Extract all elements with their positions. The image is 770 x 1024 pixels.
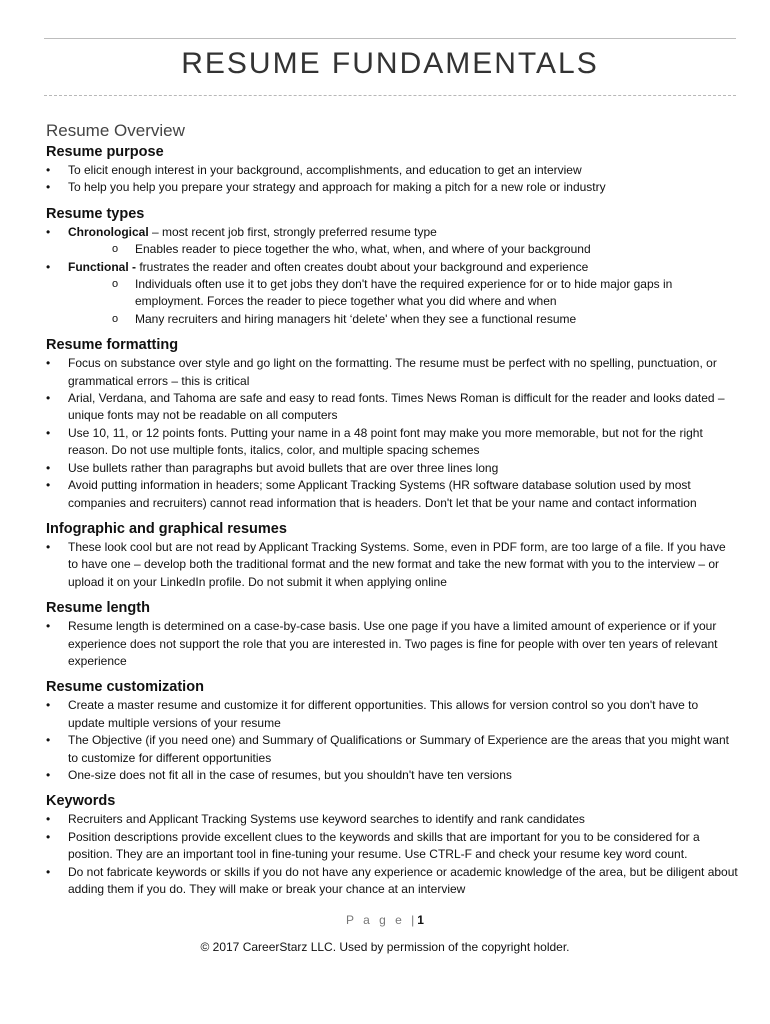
types-list — [46, 224, 738, 328]
list-item: • Focus on substance over style and go light on the formatting. The resume must be perfect with no spelling, punctuation, or grammatical errors – this is critical — [46, 355, 738, 390]
purpose-list — [46, 162, 738, 197]
sub-list-item: o Individuals often use it to get jobs they don't have the required experience for or to hide major gaps in employment. Forces the reader to piece together what you did where and when — [68, 276, 738, 311]
page-title: RESUME FUNDAMENTALS — [181, 47, 599, 80]
document-body — [46, 121, 738, 898]
length-heading: Resume length — [46, 600, 150, 617]
formatting-heading: Resume formatting — [46, 337, 179, 354]
chronological-text: – most recent job first, strongly preferred resume type — [148, 224, 437, 239]
list-item: • Avoid putting information in headers; some Applicant Tracking Systems (HR software database solution used by most companies and recruiters) cannot read information that is headers. Don't let that be your name and contact information — [46, 477, 738, 512]
list-item: • Arial, Verdana, and Tahoma are safe and easy to read fonts. Times News Roman is difficult for the reader and looks dated – unique fonts may not be readable on all computers — [46, 390, 738, 425]
list-item: • Resume length is determined on a case-by-case basis. Use one page if you have a limited amount of experience or if your experience does not support the role that you are interested in. Two pages is fine for people with over ten years of relevant experience — [46, 618, 738, 670]
chronological-label: Chronological — [68, 224, 149, 239]
types-heading: Resume types — [46, 205, 145, 222]
overview-heading: Resume Overview — [46, 121, 185, 140]
customization-heading: Resume customization — [46, 679, 204, 696]
customization-list — [46, 697, 738, 784]
functional-label: Functional - — [68, 259, 136, 274]
purpose-heading: Resume purpose — [46, 144, 164, 160]
page-number-value: 1 — [417, 913, 424, 927]
copyright-notice: © 2017 CareerStarz LLC. Used by permission of the copyright holder. — [200, 940, 570, 954]
list-item: • To elicit enough interest in your background, accomplishments, and education to get an interview — [46, 162, 738, 179]
page-number — [0, 913, 770, 927]
page-label: P a g e | — [346, 913, 418, 927]
keywords-heading: Keywords — [46, 793, 116, 810]
list-item: • Position descriptions provide excellent clues to the keywords and skills that are important for you to be considered for a position. They are an important tool in fine-tuning your resume. Use CTRL-F and check your resume key word count. — [46, 829, 738, 864]
length-list — [46, 618, 738, 670]
list-item: • Use 10, 11, or 12 points fonts. Putting your name in a 48 point font may make you more memorable, but not for the right reason. Do not use multiple fonts, italics, color, and multiple spacing schemes — [46, 425, 738, 460]
chronological-sublist — [68, 241, 738, 258]
list-item: • Create a master resume and customize it for different opportunities. This allows for version control so you don't have to update multiple versions of your resume — [46, 697, 738, 732]
list-item: • The Objective (if you need one) and Summary of Qualifications or Summary of Experience are the areas that you might want to customize for different opportunities — [46, 732, 738, 767]
list-item: • Do not fabricate keywords or skills if you do not have any experience or academic knowledge of the area, but be diligent about adding them if you do. They will make or break your chance at an interview — [46, 864, 738, 899]
list-item: • These look cool but are not read by Applicant Tracking Systems. Some, even in PDF form, are too large of a file. If you have to have one – develop both the traditional format and the new format and take the new format with you to the interview – or upload it on your LinkedIn profile. Do not submit it when applying online — [46, 539, 738, 591]
sub-list-item: o Enables reader to piece together the who, what, when, and where of your background — [68, 241, 738, 258]
formatting-list — [46, 355, 738, 512]
infographic-heading: Infographic and graphical resumes — [46, 520, 287, 537]
functional-text: frustrates the reader and often creates doubt about your background and experience — [136, 259, 589, 274]
list-item: • Recruiters and Applicant Tracking Systems use keyword searches to identify and rank candidates — [46, 811, 738, 828]
list-item: • To help you help you prepare your strategy and approach for making a pitch for a new role or industry — [46, 179, 738, 196]
list-item-chronological — [46, 224, 738, 259]
list-item: • One-size does not fit all in the case of resumes, but you shouldn't have ten versions — [46, 767, 738, 784]
sub-list-item: o Many recruiters and hiring managers hit ‘delete' when they see a functional resume — [68, 311, 738, 328]
title-rule-bottom — [44, 95, 736, 96]
keywords-list — [46, 811, 738, 898]
title-rule-top — [44, 38, 736, 39]
infographic-list — [46, 539, 738, 591]
functional-sublist — [68, 276, 738, 328]
list-item: • Use bullets rather than paragraphs but avoid bullets that are over three lines long — [46, 460, 738, 477]
list-item-functional — [46, 259, 738, 329]
